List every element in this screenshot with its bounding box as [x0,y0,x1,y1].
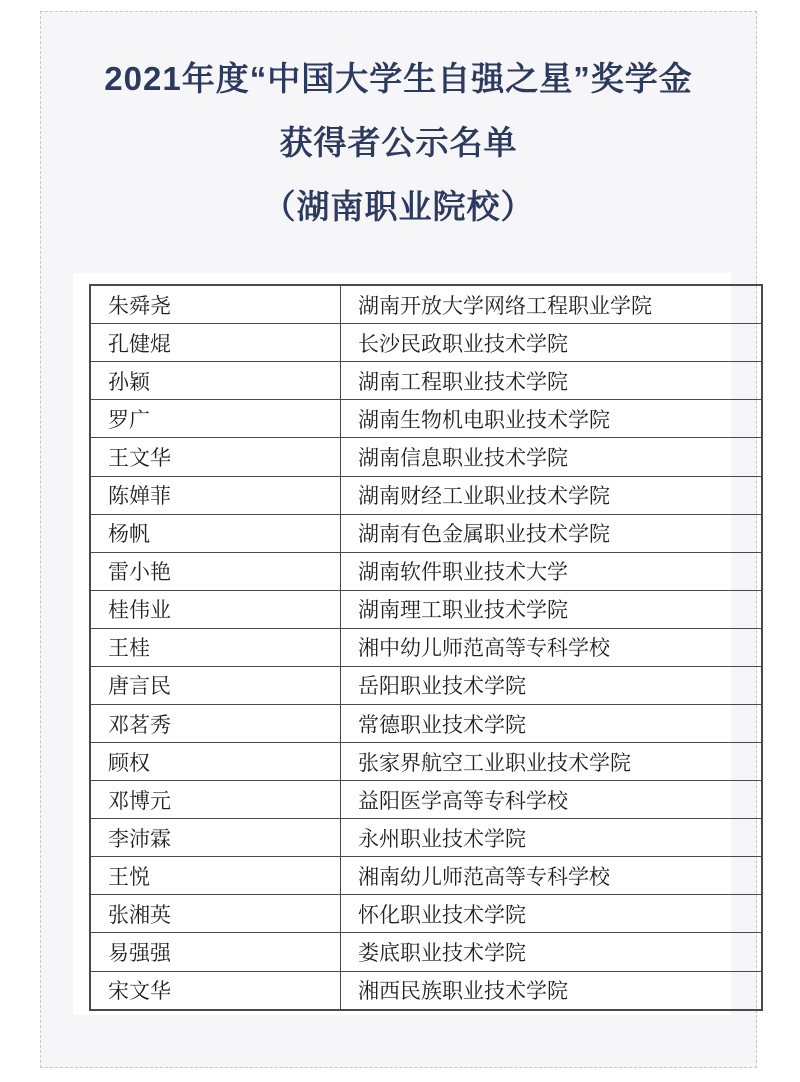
table-row [90,933,762,971]
recipient-name: 易强强 [90,933,341,971]
recipient-school: 湘中幼儿师范高等专科学校 [341,628,763,666]
recipient-name: 张湘英 [90,895,341,933]
recipient-name: 朱舜尧 [90,285,341,324]
title-line-1: 2021年度“中国大学生自强之星”奖学金 [104,60,693,97]
recipient-school: 湖南生物机电职业技术学院 [341,400,763,438]
table-row [90,400,762,438]
recipients-table-body [90,285,762,1010]
recipient-name: 邓茗秀 [90,704,341,742]
recipient-school: 湘南幼儿师范高等专科学校 [341,857,763,895]
table-row [90,971,762,1010]
table-row [90,628,762,666]
recipient-name: 李沛霖 [90,819,341,857]
table-row [90,666,762,704]
recipient-name: 邓博元 [90,781,341,819]
recipient-school: 益阳医学高等专科学校 [341,781,763,819]
recipient-school: 湖南工程职业技术学院 [341,362,763,400]
recipient-name: 顾权 [90,743,341,781]
recipient-school: 怀化职业技术学院 [341,895,763,933]
recipient-school: 长沙民政职业技术学院 [341,324,763,362]
table-row [90,819,762,857]
recipient-school: 湖南理工职业技术学院 [341,590,763,628]
table-row [90,704,762,742]
recipient-school: 湖南软件职业技术大学 [341,552,763,590]
recipient-school: 张家界航空工业职业技术学院 [341,743,763,781]
recipient-name: 王文华 [90,438,341,476]
recipient-school: 湖南信息职业技术学院 [341,438,763,476]
recipient-name: 陈婵菲 [90,476,341,514]
recipient-school: 湖南财经工业职业技术学院 [341,476,763,514]
table-row [90,552,762,590]
recipient-name: 杨帆 [90,514,341,552]
recipient-name: 王悦 [90,857,341,895]
notice-title [41,47,756,239]
title-line-2: 获得者公示名单 [279,124,518,161]
recipient-name: 孔健焜 [90,324,341,362]
title-line-3: （湖南职业院校） [262,188,535,225]
table-row [90,438,762,476]
recipient-name: 罗广 [90,400,341,438]
table-row [90,895,762,933]
table-sheet [73,273,731,1015]
table-row [90,514,762,552]
table-row [90,362,762,400]
table-row [90,781,762,819]
table-row [90,857,762,895]
recipient-school: 湖南有色金属职业技术学院 [341,514,763,552]
recipient-school: 湖南开放大学网络工程职业学院 [341,285,763,324]
recipient-name: 唐言民 [90,666,341,704]
recipient-school: 岳阳职业技术学院 [341,666,763,704]
table-row [90,590,762,628]
table-row [90,285,762,324]
recipient-name: 桂伟业 [90,590,341,628]
recipient-school: 常德职业技术学院 [341,704,763,742]
recipient-name: 孙颖 [90,362,341,400]
notice-panel [40,11,757,1068]
table-row [90,476,762,514]
recipient-school: 永州职业技术学院 [341,819,763,857]
recipient-school: 湘西民族职业技术学院 [341,971,763,1010]
recipient-school: 娄底职业技术学院 [341,933,763,971]
recipient-name: 雷小艳 [90,552,341,590]
table-row [90,324,762,362]
recipient-name: 宋文华 [90,971,341,1010]
recipients-table [89,284,763,1011]
table-row [90,743,762,781]
recipient-name: 王桂 [90,628,341,666]
